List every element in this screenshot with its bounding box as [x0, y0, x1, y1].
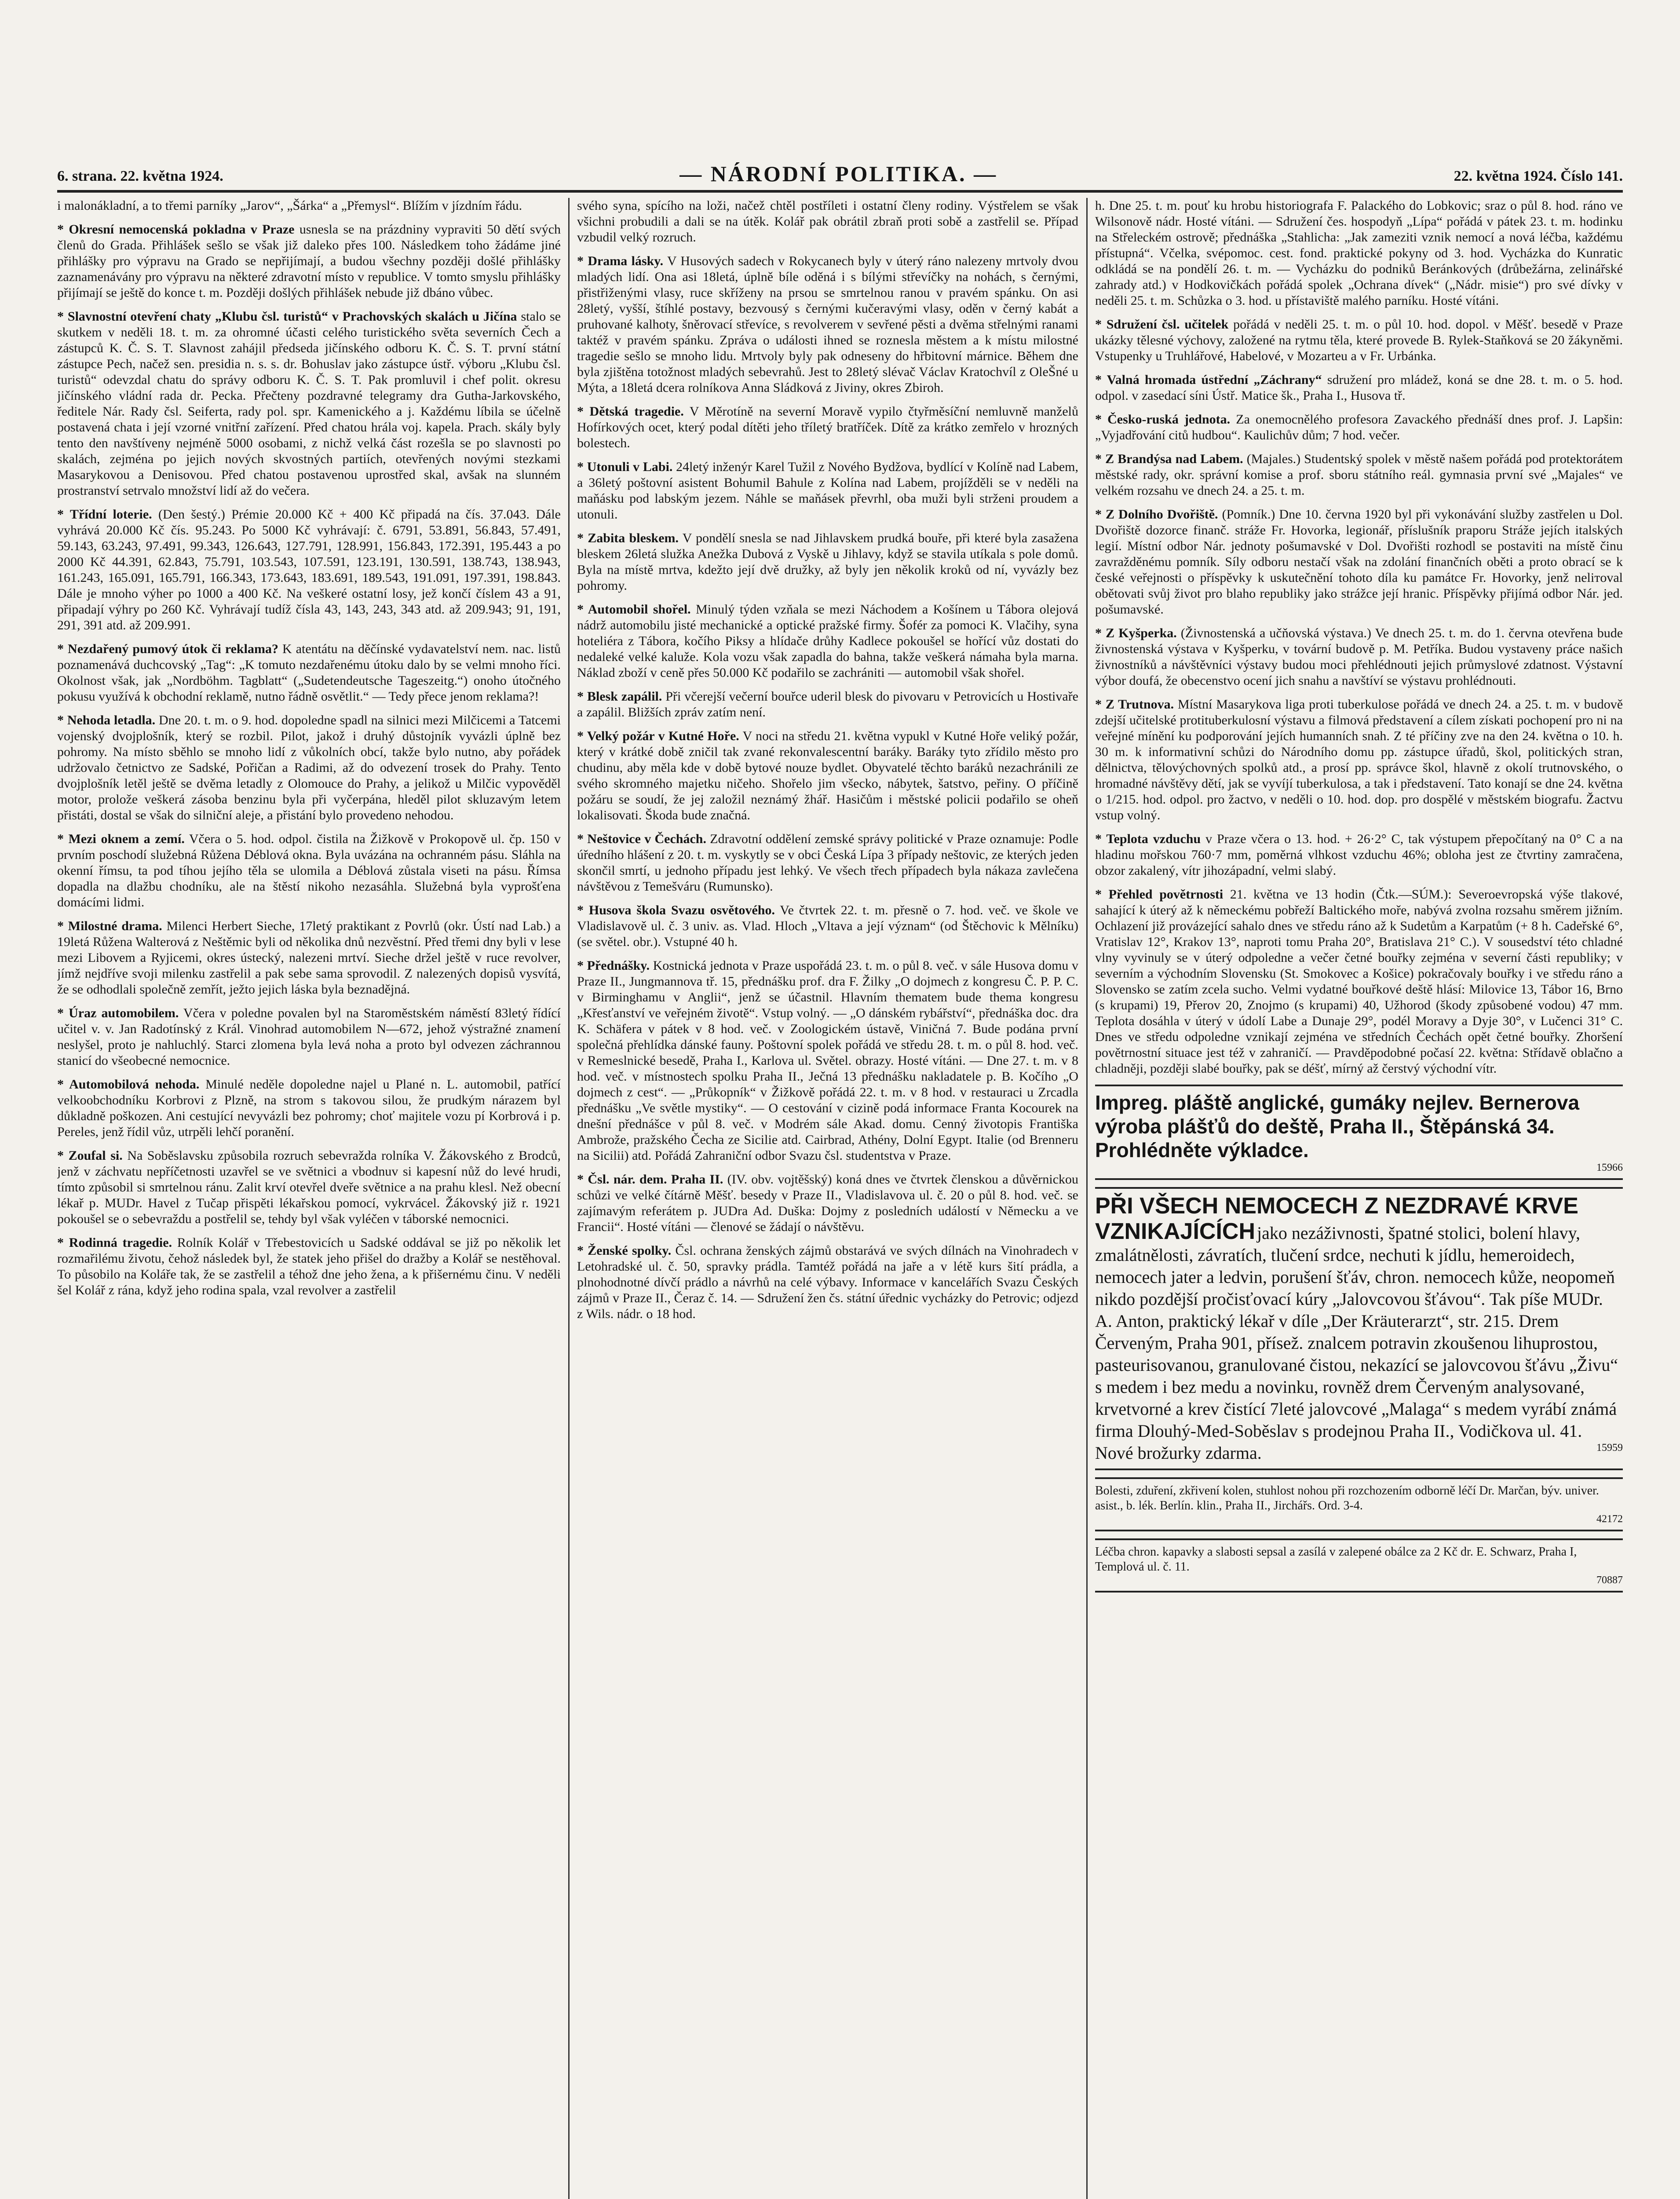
article-body: Kostnická jednota v Praze uspořádá 23. t. m. o půl 8. več. v sále Husova domu v Praze II., Jungmannova tř. 15, přednášku prof. dra F. Žilky „O dojmech z kongresu Č. P. P. C. v Birminghamu v Anglii“, jenž se účastnil. Hlavním thematem bude thema kongresu „Křesťanství ve veřejném životě“. Vstup volný. — „O dánském rybářství“, přednáška doc. dra K. Schäfera v pátek v 8 hod. več. v Zoologickém ústavě, Viničná 7. Bude podána první společná přehlídka dánské fauny. Poštovní spolek pořádá ve středu 28. t. m. o půl 8. hod. več. v Remeslnické besedě, Praha I., Karlova ul. Světel. obrazy. Hosté vítáni. — Dne 27. t. m. v 8 hod. več. v místnostech spolku Praha II., Ječná 13 přednášku nakladatele p. B. Kočího „O dojmech z cest“. — „Průkopník“ v Žižkově pořádá 22. t. m. v 8 hod. v restauraci u Zrcadla přednášku „Ve světle mystiky“. — O cestování v cizině podá informace Franta Kocourek na dnešní přednášce v půl 8. več. v Modrém sále Akad. domu. Cenný životopis Františka Ambrože, pražského Čecha ze Sicilie atd. Cairbrad, Athény, Dolní Egypt. Italie (od Brenneru na Sicilii) atd. Pořádá Zahraniční odbor Svazu čsl. studentstva v Praze. — [577, 958, 1078, 1163]
article-body: (Majales.) Studentský spolek v městě našem pořádá pod protektorátem městské rady, okr. správní komise a prof. sboru státního reál. gymnasia první své „Majales“ ve velkém rozsahu ve dnech 24. a 25. t. m. — [1095, 452, 1623, 498]
article-headline: * Úraz automobilem. — [57, 1006, 179, 1020]
article-headline: * Sdružení čsl. učitelek — [1095, 317, 1228, 332]
article — [1095, 412, 1623, 443]
article — [57, 831, 561, 910]
advert-juniper-heading: PŘI VŠECH NEMOCECH Z NEZDRAVÉ KRVE VZNIKAJÍCÍCH — [1095, 1193, 1578, 1244]
article-headline: * Drama lásky. — [577, 254, 663, 268]
advert-treatment-text: Léčba chron. kapavky a slabosti sepsal a zasílá v zalepené obálce za 2 Kč dr. E. Schwarz, Praha I, Templová ul. č. 11. — [1095, 1545, 1577, 1574]
column-3 — [1095, 198, 1623, 2199]
column-rule — [1086, 198, 1088, 2199]
article-headline: * Nehoda letadla. — [57, 713, 155, 727]
article-body: 21. května ve 13 hodin (Čtk.—SÚM.): Severoevropská výše tlakové, sahající k úterý až k německému pobřeží Baltického moře, nabývá zvolna rozsahu směrem jižním. Ochlazení již provázející sahalo dnes ve středu ráno až k Sudetům a Karpatům (+ 8 h. Cadeřské 6°, Vratislav 12°, Krakov 13°, naproti tomu Praha 20°, Bratislava 21° C.). V sousedství této chladné vlny vyvinuly se v úterý odpoledne a večer četné bouřky zejména v severní části republiky; v severním a východním Slovensku (St. Smokovec a Košice) pokračovaly bouřky i ve středu ráno a Slovensko se zatím zcela sucho. Velmi vydatné bouřkové deště hlásí: Milovice 13, Tábor 16, Brno (s krupami) 19, Přerov 20, Znojmo (s krupami) 40, Užhorod (škody způsobené vodou) 47 mm. Teplota dosáhla v úterý v údolí Labe a Dunaje 29°, podél Moravy a Dyje 30°, v Lučenci 31° C. Dnes ve středu odpoledne vznikají zejména ve středních Čechách opět četné bouřky. Zhoršení povětrnostní situace jest též v zahraničí. — Pravděpodobné počasí 22. května: Střídavě oblačno a chladněji, později slabé bouřky, pak se déšť, mírný až čerstvý východní vítr. — [1095, 887, 1623, 1076]
article-body: 24letý inženýr Karel Tužil z Nového Bydžova, bydlící v Kolíně nad Labem, a 36letý poštovní asistent Bohumil Bahule z Kolína nad Labem, projížděli se v neděli na maňásku pod labským jezem. Náhle se maňásek převrhl, oba muži byli strženi proudem a utonuli. — [577, 460, 1078, 522]
article — [577, 1243, 1078, 1322]
article-headline: * Milostné drama. — [57, 919, 162, 933]
article-headline: * Přehled povětrnosti — [1095, 887, 1223, 902]
article-body: Milenci Herbert Sieche, 17letý praktikant z Povrlů (okr. Ústí nad Lab.) a 19letá Růžena Walterová z Neštěmic byli od několika dnů nezvěstní. Před třemi dny byli v lese mezi Libovem a Ryjicemi, okres ústecký, nalezeni mrtví. Sieche držel ještě v ruce revolver, jímž nejdříve svoji milenku zastřelil a pak sebe sama sprovodil. Z nalezených dopisů vysvítá, že se odhodlali společně zemřít, ježto jejich láska byla beznadějná. — [57, 919, 561, 997]
article-headline: * Velký požár v Kutné Hoře. — [577, 729, 739, 743]
article — [57, 198, 561, 214]
article — [577, 958, 1078, 1164]
article — [57, 309, 561, 499]
article — [577, 253, 1078, 396]
article — [57, 1148, 561, 1227]
article-body: Rolník Kolář v Třebestovicích u Sadské oddával se již po několik let rozmařilému životu, čehož následek byl, že statek jeho přišel do dražby a Kolář se nestěhoval. To působilo na Koláře tak, že se zastřelil a téhož dne jeho žena, a k přišernému činu. V neděli šel Kolář z rána, když jeho rodina spala, vzal revolver a zastřelil — [57, 1235, 561, 1297]
article-body: K atentátu na děčínské vydavatelství nem. nac. listů poznamenává duchcovský „Tag“: „K tomuto nezdařenému útoku dalo by se velmi mnoho říci. Okolnost však, jak „Nordböhm. Tagblatt“ („Sudetendeutsche Tageszeitg.“) onoho útočného pokusu využívá k obchodní reklamě, nutno řádně osvětlit.“ — Tedy přece jenom reklama?! — [57, 642, 561, 704]
article — [577, 728, 1078, 823]
article-body: V noci na středu 21. května vypukl v Kutné Hoře veliký požár, který v krátké době zničil tak zvané rekonvalescentní baráky. Baráky tyto zřídilo město pro chudinu, aby měla kde v době bytové nouze bydlet. Obyvatelé těchto baráků nezachránili ze svého skromného majetku ničeho. Shořelo jim všecko, nábytek, šatstvo, peřiny. O příčině požáru se soudí, že jej založil neznámý žhář. Hasičům i městské policii podařilo se oheň lokalisovati. Škoda bude značná. — [577, 729, 1078, 822]
article-headline: * Mezi oknem a zemí. — [57, 832, 185, 846]
article-headline: * Z Dolního Dvořiště. — [1095, 507, 1218, 522]
article-headline: * Ženské spolky. — [577, 1243, 671, 1258]
article-body: i malonákladní, a to třemi parníky „Jarov“, „Šárka“ a „Přemysl“. Blížím v jízdním řádu. — [57, 198, 522, 213]
article-body: v Praze včera o 13. hod. + 26·2° C, tak výstupem přepočítaný na 0° C a na hladinu mořskou 760·7 mm, poměrná vlhkost vzduchu 46%; obloha jest ze čtvrtiny zamračena, obzor zakalený, vítr jihozápadní, velmi slabý. — [1095, 832, 1623, 878]
advert-knee-text: Bolesti, zduření, zkřivení kolen, stuhlost nohou při rozchozením odborně léčí Dr. Marčan, býv. univer. asist., b. lék. Berlín. klin., Praha II., Jirchářs. Ord. 3-4. — [1095, 1484, 1599, 1512]
advert-treatment — [1095, 1538, 1623, 1593]
article-headline: * Třídní loterie. — [57, 507, 152, 522]
article — [1095, 831, 1623, 879]
article — [1095, 372, 1623, 404]
article-body: pořádá v neděli 25. t. m. o půl 10. hod. dopol. v Měšť. besedě v Praze ukázky tělesné výchovy, založené na rytmu těla, které provede B. Rylek-Staňková se 20 žákyněmi. Vstupenky u Truhlářové, Habelové, v Mozarteu a v Fr. Urbánka. — [1095, 317, 1623, 363]
column-3-articles — [1095, 198, 1623, 1077]
article — [57, 222, 561, 301]
article — [577, 1172, 1078, 1235]
article — [57, 918, 561, 997]
article-body: Dne 20. t. m. o 9. hod. dopoledne spadl na silnici mezi Milčicemi a Tatcemi vojenský dvojplošník, který se rozbil. Pilot, jakož i druhý důstojník vyvázli úplně bez pohromy. Na místo sběhlo se mnoho lidí z vůkolních obcí, takže bylo nutno, aby pořádek udržovalo četnictvo ze Sadské, Pořičan a Radimi, až do odvezení trosek do Prahy. Tento dvojplošník letěl ještě se dvěma letadly z Olomouce do Prahy, a jelikož u Milčic vypověděl motor, prolože veškerá zásoba benzinu byla při vyčerpána, hleděl pilot skluzavým letem přistáti, dostal se však do silniční aleje, a přistání bylo provedeno nehodou. — [57, 713, 561, 822]
article-headline: * Nezdařený pumový útok či reklama? — [57, 642, 278, 656]
article-body: Včera v poledne povalen byl na Staroměstském náměstí 83letý řídící učitel v. v. Jan Radotínský z Král. Vinohrad automobilem N—672, jehož výstražné znamení neslyšel, proto je nahluchlý. Starci zlomena byla levá noha a proto byl odvezen záchrannou stanicí do všeobecné nemocnice. — [57, 1006, 561, 1068]
advert-juniper-juice — [1095, 1187, 1623, 1470]
page-number-date: 6. strana. 22. května 1924. — [57, 168, 223, 184]
advert-number: 15966 — [1596, 1162, 1623, 1173]
article-body: (Den šestý.) Prémie 20.000 Kč + 400 Kč připadá na čís. 37.043. Dále vyhrává 20.000 Kč čís. 95.243. Po 5000 Kč vyhrávají: č. 6791, 53.891, 56.843, 57.491, 59.143, 63.243, 97.491, 99.343, 126.643, 127.791, 128.991, 156.843, 172.391, 195.443 a po 2000 Kč 44.391, 62.843, 75.791, 103.543, 107.591, 123.191, 130.591, 138.743, 138.943, 161.243, 165.091, 165.791, 166.343, 173.643, 183.691, 189.543, 191.091, 197.391, 198.843. Dále je mnoho výher po 1000 a 400 Kč. Na veškeré ostatní losy, jež končí číslem 43 a 91, připadají výhry po 260 Kč. Vyhrávají tudíž čísla 43, 143, 243, 343 atd. až 209.943; 91, 191, 291, 391 atd. až 209.991. — [57, 507, 561, 632]
article — [57, 712, 561, 823]
article-headline: * Z Trutnova. — [1095, 697, 1174, 712]
article-headline: * Blesk zapálil. — [577, 689, 662, 704]
article-body: Minulé neděle dopoledne najel u Plané n. L. automobil, patřící velkoobchodníku Korbrovi z Plzně, na strom s takovou silou, že prudkým nárazem byl důkladně poškozen. Ani cestující nevyvázli bez pohromy; choť majitele vozu pí Korbrová i p. Pereles, jenž řídil vůz, utrpěli lehčí poranění. — [57, 1077, 561, 1139]
article-headline: * Přednášky. — [577, 958, 650, 973]
article-headline: * Valná hromada ústřední „Záchrany“ — [1095, 373, 1322, 387]
article-body: svého syna, spícího na loži, načež chtěl postříleti i ostatní členy rodiny. Výstřelem se však všichni probudili a dali se na útěk. Kolář pak obrátil zbraň proti sobě a zastřelil se. Případ vzbudil velký rozruch. — [577, 198, 1078, 245]
article-headline: * Rodinná tragedie. — [57, 1235, 172, 1250]
article-headline: * Dětská tragedie. — [577, 404, 684, 419]
article-body: Čsl. ochrana ženských zájmů obstarává ve svých dílnách na Vinohradech v Letohradské ul. č. 50, spravky prádla. Tamtéž pořádá na jaře a v létě kurs šití prádla, a plnohodnotné dívčí prádlo a návrhů na celé výbavy. Informace v kancelářích Svazu Českých zájmů v Praze II., Čeraz č. 14. — Sdružení žen čs. státní úřednic vycházky do Petrovic; odjezd z Wils. nádr. o 18 hod. — [577, 1243, 1078, 1321]
article-headline: * Neštovice v Čechách. — [577, 832, 706, 846]
article — [1095, 887, 1623, 1077]
page-header — [57, 155, 1623, 193]
article-headline: * Slavnostní otevření chaty „Klubu čsl. turistů“ v Prachovských skalách u Jičína — [57, 309, 517, 324]
advert-raincoats — [1095, 1085, 1623, 1180]
article-headline: * Z Kyšperka. — [1095, 626, 1177, 640]
article-headline: * Automobil shořel. — [577, 602, 691, 617]
article-body: Za onemocnělého profesora Zavackého přednáší dnes prof. J. Lapšin: „Vyjadřování citů hudbou“. Kaulichův dům; 7 hod. večer. — [1095, 412, 1623, 442]
article — [577, 530, 1078, 594]
article-headline: * Čsl. nár. dem. Praha II. — [577, 1172, 723, 1187]
article-body: (Živnostenská a učňovská výstava.) Ve dnech 25. t. m. do 1. června otevřena bude živnostenská výstava v Kyšperku, v tovární budově p. M. Petříka. Budou vystaveny práce našich živnostníků a návštěvníci výstavy budou moci přehlédnouti jejich průmyslové zdatnost. Výstavní výbor doufá, že obecenstvo ocení jich snahu a navštíví se výstavu prohlédnouti. — [1095, 626, 1623, 688]
column-2 — [577, 198, 1078, 2199]
article — [577, 602, 1078, 681]
advert-raincoats-text: Impreg. pláště anglické, gumáky nejlev. Bernerova výroba plášťů do deště, Praha II., Štěpánská 34. Prohlédněte výkladce. — [1095, 1091, 1580, 1162]
article — [57, 1077, 561, 1140]
article-body: Na Soběslavsku způsobila rozruch sebevražda rolníka V. Žákovského z Brodců, jenž v záchvatu nepříčetnosti uzavřel se ve světnici a vbodnuv si kapesní nůž do levé hrudi, tímto způsobil si smrtelnou ránu. Zalit krví otevřel dveře světnice a na prahu klesl. Než obecní lékař p. MUDr. Havel z Tučap přispěti lékařskou pomocí, vykrvácel. Žákovský již r. 1921 pokoušel se o sebevraždu a postřelil se, tehdy byl však vyléčen v táborské nemocnici. — [57, 1148, 561, 1226]
article — [1095, 507, 1623, 617]
column-1 — [57, 198, 561, 2199]
article-headline: * Husova škola Svazu osvětového. — [577, 903, 775, 917]
article-body: sdružení pro mládež, koná se dne 28. t. m. o 5. hod. odpol. v zasedací síni Ústř. Matice šk., Praha I., Husova tř. — [1095, 373, 1623, 403]
article — [57, 1235, 561, 1298]
article — [577, 831, 1078, 895]
article-body: Minulý týden vzňala se mezi Náchodem a Košínem u Tábora olejová nádrž automobilu jisté mechanické a optické pražské firmy. Šofér za pomoci K. Vlačihy, syna hoteliéra z Tábora, kočího Piksy a hlídače drůhy Kadlece pokoušel se hořící vůz dostati do nedaleké velké kaluže. Kola vozu však zapadla do bahna, takže veškerá námaha byla marna. Náklad zboží v ceně přes 50.000 Kč podařilo se zachrániti — automobil však shořel. — [577, 602, 1078, 680]
article-body: V Husových sadech v Rokycanech byly v úterý ráno nalezeny mrtvoly dvou mladých lidí. Ona asi 18letá, úplně bíle oděná i s bílými střevíčky na nohách, s černými, přistřiženými vlasy, ruce skříženy na prsou se smrtelnou ranou v pravém spánku. On asi 28letý, vyšší, štíhlé postavy, bezvousý s černými kučeravými vlasy, oděn v černý kabát a pruhované kalhoty, šněrovací střevíce, s revolverem v sevřené pěsti a dvěma střelnými ranami taktéž v pravém spánku. Zpráva o události ihned se roznesla městem a k místu milostné tragedie sešlo se mnoho lidu. Mrtvoly byly pak odneseny do hřbitovní márnice. Během dne byla zjištěna totožnost mladých sebevrahů. Jest to 28letý slévač Václav Kratochvíl z OleŠné u Mýta, a 18letá dcera rolníkova Anna Sládková z Jiviny, okres Zbiroh. — [577, 254, 1078, 395]
article — [57, 641, 561, 705]
advert-number: 70887 — [1596, 1574, 1623, 1586]
article — [577, 689, 1078, 720]
article-headline: * Okresní nemocenská pokladna v Praze — [57, 222, 294, 237]
article — [1095, 198, 1623, 309]
column-rule — [568, 198, 570, 2199]
article — [577, 902, 1078, 950]
article-body: stalo se skutkem v neděli 18. t. m. za ohromné účasti celého turistického světa severních Čech a zástupců K. Č. S. T. Slavnost zahájil předseda jičínského odboru K. Č. S. T. první státní zástupce Pech, načež sen. presidia n. s. s. dr. Bohuslav jako zástupce ústř. výboru „Klubu čsl. turistů“ odevzdal chatu do správy odboru K. Č. S. T. Pak promluvil i chef polit. okresu jičínského vládní rada dr. Pecka. Přečteny pozdravné telegramy dra Gutha-Jarkovského, ředitele Nár. Rady čsl. Seiferta, rady pol. spr. Kamenického a j. Každému líbila se účelně postavená chata i její vzorné vnitřní zařízení. Před chatou hrála voj. kapela. Prach. skály byly tento den navštíveny nejméně 5000 osobami, z nichž velká část rozešla se po slavnosti po skalách, zejména po jejich nových skvostných partiích, otevřených novými stezkami Masarykovou a Denisovou. Před chatou postavenou uprostřed skal, avšak na slunném prostranství setrvalo množství lidí až do večera. — [57, 309, 561, 498]
advert-knee-doctor — [1095, 1477, 1623, 1531]
article-headline: * Z Brandýsa nad Labem. — [1095, 452, 1243, 466]
advert-juniper-body: jako nezáživnosti, špatné stolici, bolení hlavy, zmalátnělosti, závratích, tlučení srdce, nechuti k jídlu, hemeroidech, nemocech jater a ledvin, porušení šťáv, chron. nemocech kůže, neopomeň nikdo pozdější pročisťovací kúry „Jalovcovou šťávou“. Tak píše MUDr. A. Anton, praktický lékař v díle „Der Kräuterarzt“, str. 215. Drem Červeným, Praha 901, přísež. znalcem potravin zkoušenou lihuprostou, pasteurisovanou, granulované čistou, nekazící se jalovcovou šťávu „Živu“ s medem i bez medu a novinku, rovněž drem Červeným analysované, krvetvorné a krev čistící 7leté jalovcové „Malaga“ s medem vyrábí známá firma Dlouhý-Med-Soběslav s prodejnou Praha II., Vodičkova ul. 41. Nové brožurky zdarma. — [1095, 1223, 1618, 1463]
article-body: usnesla se na prázdniny vypraviti 50 dětí svých členů do Grada. Přihlášek sešlo se však již daleko přes 100. Následkem toho žádáme jiné přihlášky pro výpravu na Grado se nepřijímají, a budou všechny později došlé přihlášky zaznamenávány pro výpravu na některé zdravotní místo v republice. V tomto smyslu přihlášky přijímají se ještě do konce t. m. Později došlých přihlášek nebude již dbáno vůbec. — [57, 222, 561, 300]
article-body: Zdravotní oddělení zemské správy politické v Praze oznamuje: Podle úředního hlášení z 20. t. m. vyskytly se v obci Česká Lípa 3 případy neštovic, ze kterých jeden skončil smrtí, u jednoho případu jest lehký. Ve všech třech případech byla nákaza zavlečena návštěvou z Temešváru (Rumunsko). — [577, 832, 1078, 894]
article — [577, 459, 1078, 522]
masthead-title: — NÁRODNÍ POLITIKA. — — [679, 161, 998, 186]
article — [1095, 317, 1623, 364]
article-body: Při včerejší večerní bouřce uderil blesk do pivovaru v Petrovicích u Hostivaře a zapálil. Bližších zpráv zatím není. — [577, 689, 1078, 720]
issue-date-number: 22. května 1924. Číslo 141. — [1454, 168, 1623, 184]
article-body: Ve čtvrtek 22. t. m. přesně o 7. hod. več. ve škole ve Vladislavově ul. č. 3 univ. as. Vlad. Hloch „Vltava a její význam“ (od Štěchovic k Mělníku) (se světel. obr.). Vstupné 40 h. — [577, 903, 1078, 949]
article-body: Místní Masarykova liga proti tuberkulose pořádá ve dnech 24. a 25. t. m. v budově zdejší učitelské protituberkulosní výstavu a filmová představení a cílem získati pochopení pro ni na veřejné mínění ku podporování jejích humanních snah. Z té příčiny zve na den 24. května o 10. h. 30 m. k informativní schůzi do Národního domu pp. zástupce úřadů, škol, politických stran, dělnictva, tělovýchovných spolků atd., a prosí pp. správce škol, hlavně z okolí trutnovského, o hromadné návštěvy dětí, jak se vyvíjí tuberkulosa, a tak i představení. Tato konají se dne 24. května o 1/215. hod. odpol. pro žactvo, v neděli o 10. hod. dop. pro dospělé v městském biografu. Žactvu vstup volný. — [1095, 697, 1623, 822]
article — [1095, 451, 1623, 499]
article — [57, 1005, 561, 1069]
article-headline: * Česko-ruská jednota. — [1095, 412, 1230, 427]
article — [57, 507, 561, 633]
article-body: V pondělí snesla se nad Jihlavskem prudká bouře, při které byla zasažena bleskem 26letá služka Anežka Dubová z Vyskě u Jihlavy, když se stavila utíkala s pole domů. Byla na místě mrtva, kdežto její dvě družky, až byly jen několik kroků od ní, vyvázly bez pohromy. — [577, 531, 1078, 593]
article-body: (IV. obv. vojtěšský) koná dnes ve čtvrtek členskou a důvěrnickou schůzi ve velké čítárně Měšť. besedy v Praze II., Vladislavova ul. č. 20 o půl 8. hod. več. se zajímavým referátem p. JUDra Ad. Duška: Dojmy z posledních událostí v Německu a ve Francii“. Hosté vítáni — členové se žádají o návštěvu. — [577, 1172, 1078, 1234]
article-body: h. Dne 25. t. m. pouť ku hrobu historiografa F. Palackého do Lobkovic; sraz o půl 8. hod. ráno ve Wilsonově nádr. Hosté vítáni. — Sdružení čes. hospodyň „Lípa“ pořádá v pátek 23. t. m. hodinku na Střeleckém ostrově; přednáška „Stahlicha: „Jak zameziti vznik nemocí a nová léčba, každému přístupná“. Včelka, svépomoc. cest. fond. praktické pokyny od 3. hod. Vycházka do Kunratic odkládá se na pondělí 26. t. m. — Vycházku do podniků Beránkových (drůbežárna, zelinářské zahrady atd.) v Hodkovičkách pořádá spolek „Ochrana dívek“ („Nádr. misie“) pro své dívky v neděli 25. t. m. Schůzka o 3. hod. u přístaviště malého parníku. Hosté vítáni. — [1095, 198, 1623, 308]
article-headline: * Teplota vzduchu — [1095, 832, 1201, 846]
advert-number: 42172 — [1596, 1513, 1623, 1525]
article-body: (Pomník.) Dne 10. června 1920 byl při vykonávání služby zastřelen u Dol. Dvořiště dozorce finanč. stráže Fr. Hovorka, legionář, příslušník praporu Stráže jejích italských legií. Místní odbor Nár. jednoty pošumavské v Dol. Dvořišti rozhodl se postaviti na místě činu zavražděnému pomník. Síly odboru nestačí však na zdolání finančních oběti a proto obrací se k české veřejnosti o příspěvky k uskutečnění tohoto díla ku památce Fr. Hovorky, jenž neliтoval obětovati svůj život pro blaho republiky jako strážce její hranic. Příspěvky přijímá odbor Nár. jed. pošumavské. — [1095, 507, 1623, 617]
article-headline: * Automobilová nehoda. — [57, 1077, 199, 1092]
article-headline: * Zoufal si. — [57, 1148, 123, 1163]
article — [577, 198, 1078, 245]
article — [577, 404, 1078, 451]
article-body: Včera o 5. hod. odpol. čistila na Žižkově v Prokopově ul. čp. 150 v prvním poschodí služebná Růžena Déblová okna. Byla uvázána na ochranném pásu. Sláhla na okenní římsu, ta pod tíhou jejího těla se ulomila a Déblová zůstala viseti na pásu. Římsa dopadla na dlažbu chodníku, ale na štěstí nikoho nezasáhla. Služebná byla vyprošťena domácími lidmi. — [57, 832, 561, 910]
article-headline: * Utonuli v Labi. — [577, 460, 672, 474]
advert-number: 15959 — [1596, 1442, 1623, 1454]
article — [1095, 697, 1623, 823]
article-headline: * Zabita bleskem. — [577, 531, 679, 545]
article — [1095, 625, 1623, 689]
article-body: V Měrotíně na severní Moravě vypilo čtyřměsíční nemluvně manželů Hofírkových ocet, který podal dítěti jeho tříletý bratříček. Dítě za krátko zemřelo v hrozných bolestech. — [577, 404, 1078, 450]
